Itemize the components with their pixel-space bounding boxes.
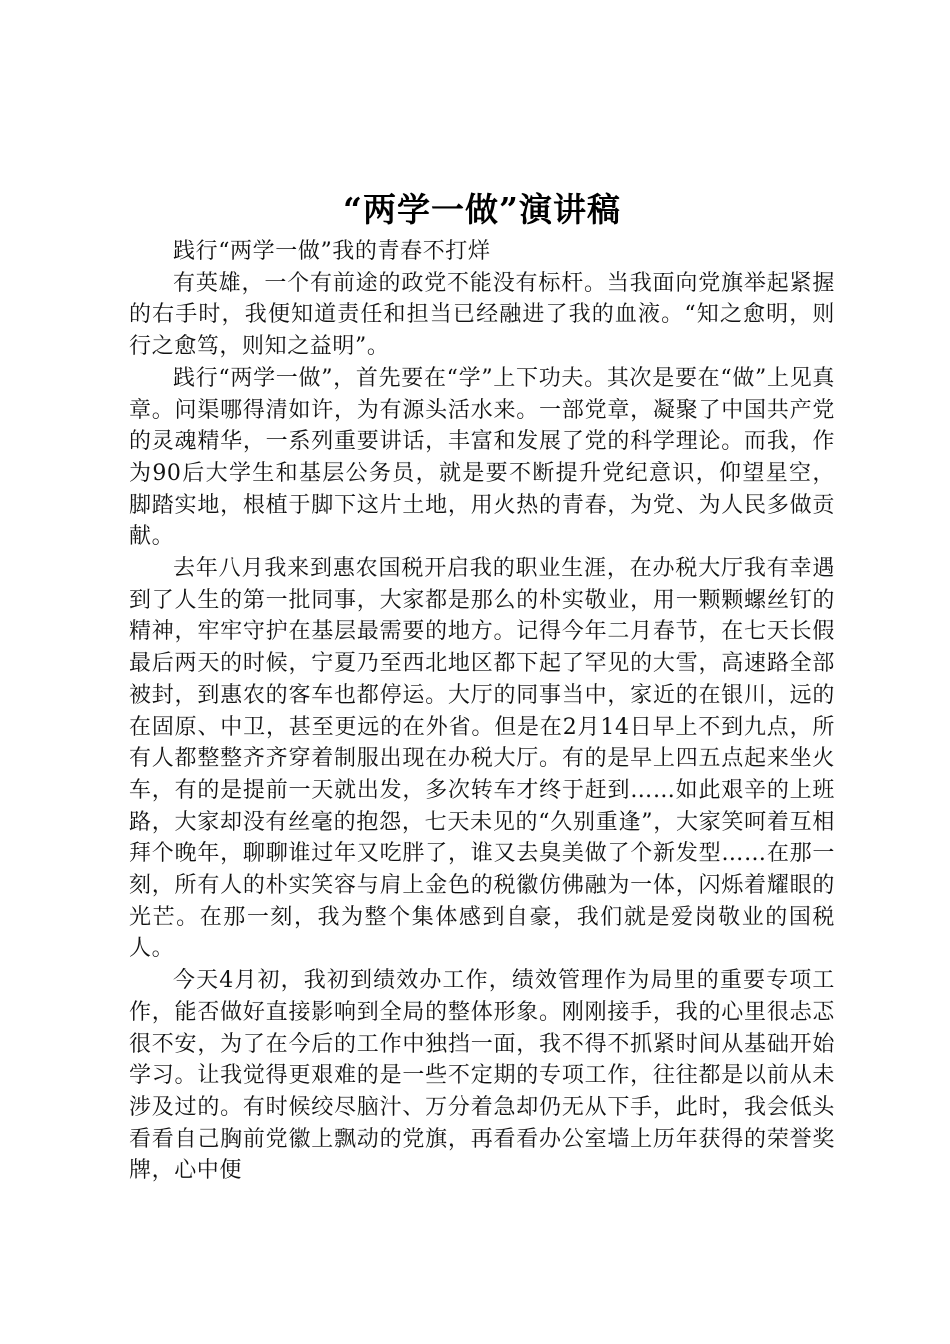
body-paragraph-1: 有英雄，一个有前途的政党不能没有标杆。当我面向党旗举起紧握的右手时，我便知道责任和担当已经融进了我的血液。“知之愈明，则行之愈笃，则知之益明”。 — [129, 270, 835, 360]
body-paragraph-3: 去年八月我来到惠农国税开启我的职业生涯，在办税大厅我有幸遇到了人生的第一批同事，大家都是那么的朴实敬业，用一颗颗螺丝钉的精神，牢牢守护在基层最需要的地方。记得今年二月春节，在七天长假最后两天的时候，宁夏乃至西北地区都下起了罕见的大雪，高速路全部被封，到惠农的客车也都停运。大厅的同事当中，家近的在银川，远的在固原、中卫，甚至更远的在外省。但是在2月14日早上不到九点，所有人都整整齐齐穿着制服出现在办税大厅。有的是早上四五点起来坐火车，有的是提前一天就出发，多次转车才终于赶到……如此艰辛的上班路，大家却没有丝毫的抱怨，七天未见的“久别重逢”，大家笑呵着互相拜个晚年，聊聊谁过年又吃胖了，谁又去臭美做了个新发型……在那一刻，所有人的朴实笑容与肩上金色的税徽仿佛融为一体，闪烁着耀眼的光芒。在那一刻，我为整个集体感到自豪，我们就是爱岗敬业的国税人。 — [129, 556, 835, 962]
body-paragraph-2: 践行“两学一做”，首先要在“学”上下功夫。其次是要在“做”上见真章。问渠哪得清如许，为有源头活水来。一部党章，凝聚了中国共产党的灵魂精华，一系列重要讲话，丰富和发展了党的科学理论。而我，作为90后大学生和基层公务员，就是要不断提升党纪意识，仰望星空，脚踏实地，根植于脚下这片土地，用火热的青春，为党、为人民多做贡献。 — [129, 365, 835, 550]
document-title: “两学一做”演讲稿 — [343, 190, 621, 229]
document-page — [129, 186, 835, 1187]
subtitle-paragraph: 践行“两学一做”我的青春不打烊 — [173, 239, 491, 264]
body-paragraph-4: 今天4月初，我初到绩效办工作，绩效管理作为局里的重要专项工作，能否做好直接影响到全局的整体形象。刚刚接手，我的心里很忐忑很不安，为了在今后的工作中独挡一面，我不得不抓紧时间从基础开始学习。让我觉得更艰难的是一些不定期的专项工作，往往都是以前从未涉及过的。有时候绞尽脑汁、万分着急却仍无从下手，此时，我会低头看看自己胸前党徽上飘动的党旗，再看看办公室墙上历年获得的荣誉奖牌，心中便 — [129, 968, 835, 1184]
